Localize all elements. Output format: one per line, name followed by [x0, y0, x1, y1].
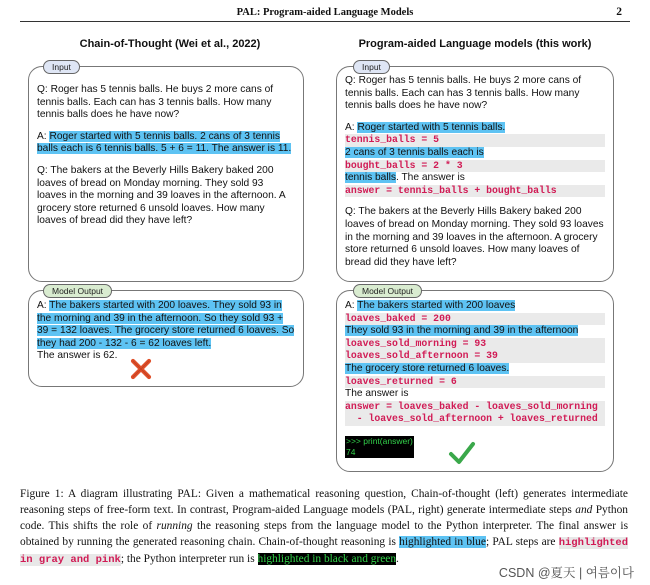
caption-black-green-sample: highlighted in black and green [257, 553, 397, 565]
check-mark-icon [448, 440, 476, 466]
pal-step-text-1: Roger started with 5 tennis balls. [357, 121, 506, 133]
pal-step-text-3: tennis balls [345, 172, 396, 184]
answer-prefix: A: [345, 121, 358, 133]
cot-column-title: Chain-of-Thought (Wei et al., 2022) [79, 38, 261, 50]
cot-answer-1-reasoning: Roger started with 5 tennis balls. 2 cans of 3 tennis balls each is 6 tennis balls. 5 + 6 = 11. The answer is 11. [37, 130, 292, 155]
caption-part-6: . [396, 553, 399, 565]
page-number: 2 [616, 6, 622, 18]
cot-output-text [37, 300, 295, 363]
caption-part-4: ; PAL steps are [485, 536, 559, 548]
pal-question-1: Q: Roger has 5 tennis balls. He buys 2 more cans of tennis balls. Each can has 3 tennis balls. How many tennis balls does he have now? [345, 75, 582, 112]
cot-output-reasoning: The bakers started with 200 loaves. They sold 93 in the morning and 39 in the afternoon. So they sold 93 + 39 = 132 loaves. The grocery store returned 6 loaves. So they had 200 - 132 - 6 = 62 loaves left. [37, 300, 295, 349]
cot-input-panel [28, 62, 304, 282]
answer-prefix: A: [345, 300, 358, 311]
caption-emph-running: running [156, 520, 193, 532]
caption-blue-sample: highlighted in blue [399, 536, 486, 548]
pal-code-line-1: tennis_balls = 5 [345, 134, 605, 147]
cot-output-tag: Model Output [43, 284, 112, 298]
page-header [0, 3, 650, 23]
cot-answer-1 [37, 131, 295, 156]
cot-question-1: Q: Roger has 5 tennis balls. He buys 2 more cans of tennis balls. Each can has 3 tennis balls. How many tennis balls does he have now? [37, 84, 274, 121]
pal-input-tag: Input [353, 60, 390, 74]
interpreter-output: 74 [346, 446, 356, 457]
caption-gray-pink-sample: highlighted in gray and pink [20, 537, 629, 566]
cot-input-text [37, 84, 295, 228]
interpreter-command: >>> print(answer) [346, 435, 413, 446]
caption-part-1: Figure 1: A diagram illustrating PAL: Given a mathematical reasoning question, Chain-of-thought (left) generates intermediate reasoning steps of free-form text. In contrast, Program-aided Language models (PAL, right) generate intermediate steps [20, 488, 628, 516]
pal-output-program [345, 300, 605, 426]
pal-out-code-3: loaves_sold_afternoon = 39 [345, 350, 605, 363]
answer-prefix: A: [37, 300, 50, 311]
pal-input-text [345, 75, 605, 269]
pal-code-line-3: answer = tennis_balls + bought_balls [345, 185, 605, 198]
watermark: CSDN @夏天 | 여름이다 [497, 563, 636, 581]
running-title: PAL: Program-aided Language Models [236, 7, 414, 18]
pal-answer-1 [345, 122, 605, 198]
pal-column-title: Program-aided Language models (this work) [358, 38, 592, 50]
pal-question-2: Q: The bakers at the Beverly Hills Bakery baked 200 loaves of bread on Monday morning. They sold 93 loaves in the morning and 39 loaves in the afternoon. A grocery store returned 6 unsold loaves. How many loaves of bread did they have left? [345, 206, 604, 268]
caption-part-2: Python code. This shifts the role of [20, 504, 628, 532]
pal-out-code-4: loaves_returned = 6 [345, 376, 605, 389]
pal-step-text-2: 2 cans of 3 tennis balls each is [345, 146, 484, 158]
cross-mark-icon [130, 358, 152, 380]
pal-out-text-2: They sold 93 in the morning and 39 in the afternoon [345, 325, 579, 337]
figure-caption [20, 486, 628, 568]
pal-out-code-5a: answer = loaves_baked - loaves_sold_morning [345, 401, 605, 414]
caption-part-3: the reasoning steps from the language model to the Python interpreter. The final answer is obtained by running the generated reasoning chain. Chain-of-thought reasoning is [20, 520, 628, 548]
pal-input-panel [336, 62, 614, 282]
pal-output-tag: Model Output [353, 284, 422, 298]
pal-code-line-2: bought_balls = 2 * 3 [345, 160, 605, 173]
cot-question-2: Q: The bakers at the Beverly Hills Bakery baked 200 loaves of bread on Monday morning. They sold 93 loaves in the morning and 39 loaves in the afternoon. A grocery store returned 6 unsold loaves. How many loaves of bread did they have left? [37, 164, 286, 227]
pal-step-text-3-rest: . The answer is [395, 172, 465, 184]
pal-out-code-2: loaves_sold_morning = 93 [345, 338, 605, 351]
header-rule [20, 21, 630, 22]
pal-out-text-3: The grocery store returned 6 loaves. [345, 362, 510, 374]
caption-part-5: ; the Python interpreter run is [120, 553, 258, 565]
pal-output-text [345, 300, 605, 460]
interpreter-run [345, 436, 414, 458]
answer-prefix: A: [37, 130, 50, 142]
pal-out-text-1: The bakers started with 200 loaves [357, 300, 516, 311]
cot-input-tag: Input [43, 60, 80, 74]
cot-output-final: The answer is 62. [37, 350, 118, 362]
pal-out-text-4: The answer is [345, 388, 409, 400]
cot-output-answer [37, 300, 295, 350]
pal-out-code-5b: - loaves_sold_afternoon + loaves_returned [345, 413, 605, 426]
pal-out-code-1: loaves_baked = 200 [345, 313, 605, 326]
cot-output-panel [28, 286, 304, 387]
caption-emph-and: and [575, 504, 593, 516]
